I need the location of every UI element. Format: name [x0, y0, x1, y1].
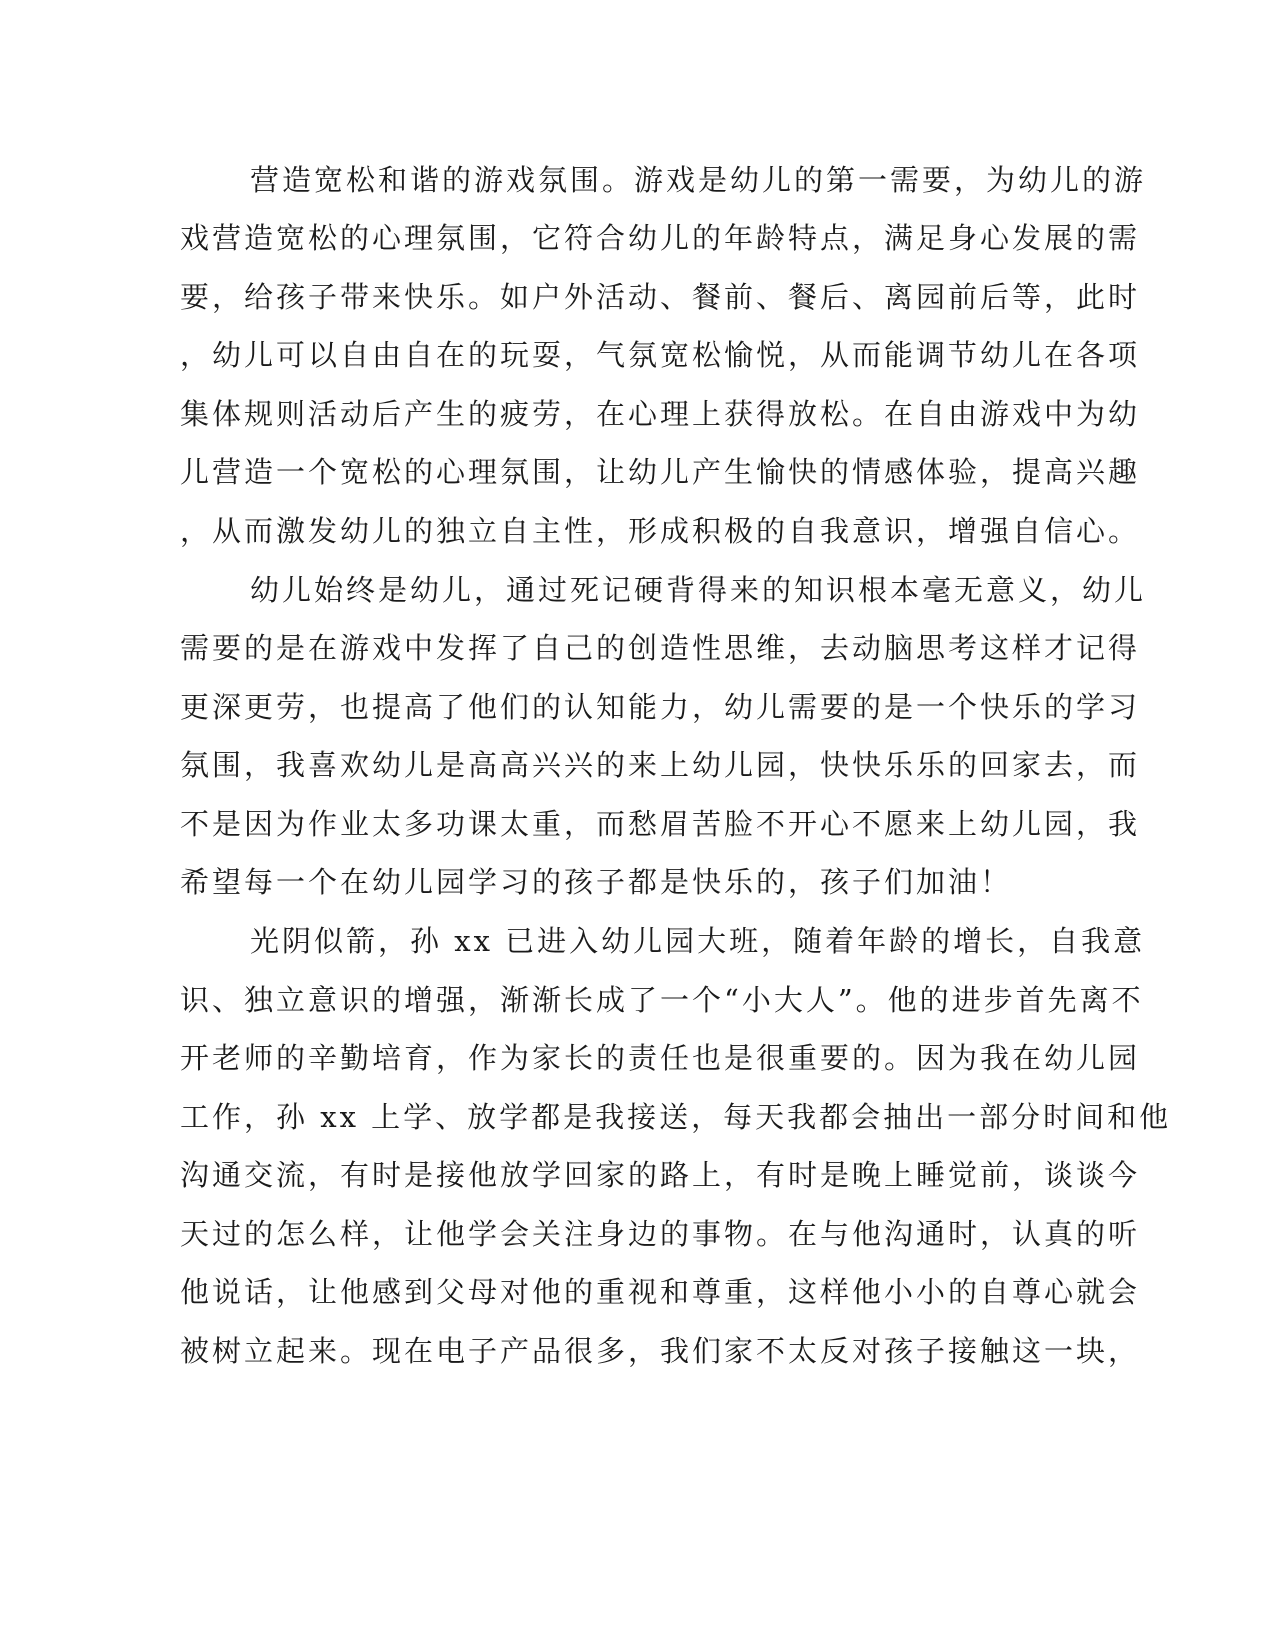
text-line: 戏营造宽松的心理氛围，它符合幼儿的年龄特点，满足身心发展的需	[180, 221, 1141, 255]
text-line: 幼儿始终是幼儿，通过死记硬背得来的知识根本毫无意义，幼儿	[250, 573, 1147, 607]
text-line: 营造宽松和谐的游戏氛围。游戏是幼儿的第一需要，为幼儿的游	[250, 163, 1147, 197]
text-line: 需要的是在游戏中发挥了自己的创造性思维，去动脑思考这样才记得	[180, 631, 1141, 665]
text-line: 开老师的辛勤培育，作为家长的责任也是很重要的。因为我在幼儿园	[180, 1041, 1141, 1075]
text-line: ，从而激发幼儿的独立自主性，形成积极的自我意识，增强自信心。	[180, 514, 1141, 548]
text-line: 识、独立意识的增强，渐渐长成了一个“小大人”。他的进步首先离不	[180, 983, 1144, 1017]
text-line: ，幼儿可以自由自在的玩耍，气氛宽松愉悦，从而能调节幼儿在各项	[180, 338, 1141, 372]
text-line: 沟通交流，有时是接他放学回家的路上，有时是晚上睡觉前，谈谈今	[180, 1158, 1141, 1192]
text-line: 更深更劳，也提高了他们的认知能力，幼儿需要的是一个快乐的学习	[180, 690, 1141, 724]
text-line: 他说话，让他感到父母对他的重视和尊重，这样他小小的自尊心就会	[180, 1275, 1141, 1309]
text-line: 氛围，我喜欢幼儿是高高兴兴的来上幼儿园，快快乐乐的回家去，而	[180, 748, 1141, 782]
text-line: 希望每一个在幼儿园学习的孩子都是快乐的，孩子们加油！	[180, 865, 1013, 899]
text-line: 工作，孙 xx 上学、放学都是我接送，每天我都会抽出一部分时间和他	[180, 1100, 1172, 1134]
text-line: 儿营造一个宽松的心理氛围，让幼儿产生愉快的情感体验，提高兴趣	[180, 455, 1141, 489]
text-line: 被树立起来。现在电子产品很多，我们家不太反对孩子接触这一块，	[180, 1334, 1141, 1368]
text-line: 要，给孩子带来快乐。如户外活动、餐前、餐后、离园前后等，此时	[180, 280, 1141, 314]
text-line: 集体规则活动后产生的疲劳，在心理上获得放松。在自由游戏中为幼	[180, 397, 1141, 431]
text-line: 不是因为作业太多功课太重，而愁眉苦脸不开心不愿来上幼儿园，我	[180, 807, 1141, 841]
text-line: 光阴似箭，孙 xx 已进入幼儿园大班，随着年龄的增长，自我意	[250, 924, 1146, 958]
text-line: 天过的怎么样，让他学会关注身边的事物。在与他沟通时，认真的听	[180, 1217, 1141, 1251]
